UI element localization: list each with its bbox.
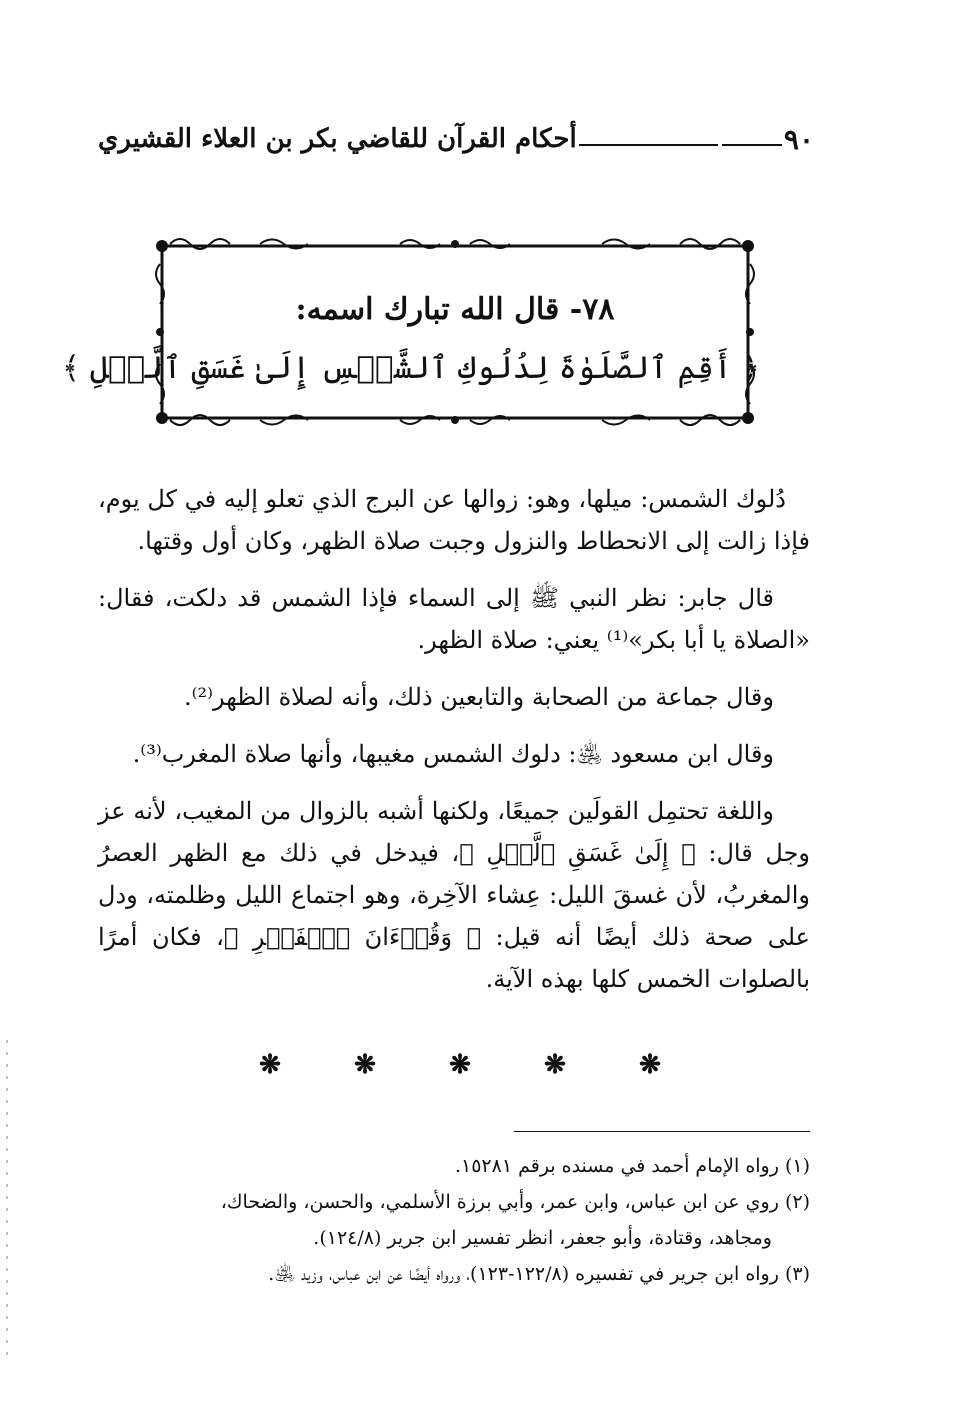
page-number: ٩٠ (783, 122, 814, 156)
asterism-icon: ❋ (639, 1050, 661, 1080)
scan-margin-marks (6, 1040, 8, 1360)
footnote: (١) رواه الإمام أحمد في مسنده برقم ١٥٢٨١. (454, 1155, 810, 1177)
paragraph: وقال جماعة من الصحابة والتابعين ذلك، وأنه لصلاة الظهر⁽²⁾. (183, 683, 774, 711)
section-heading: ٧٨- قال الله تبارك اسمه: (295, 292, 615, 327)
paragraph: دُلوك الشمس: ميلها، وهو: زوالها عن البرج الذي تعلو إليه في كل يوم، فإذا زالت إلى الانحطاط والنزول وجبت صلاة الظهر، وكان أول وقتها. (98, 485, 810, 555)
header-rule-long (579, 144, 718, 146)
book-title: أحكام القرآن للقاضي بكر بن العلاء القشيري (98, 124, 577, 154)
frame-border-icon (61, 234, 760, 430)
paragraph: وقال ابن مسعود ﵁: دلوك الشمس مغيبها، وأنها صلاة المغرب⁽³⁾. (132, 740, 774, 768)
asterism-icon: ❋ (449, 1050, 471, 1080)
footnotes (98, 1148, 810, 1292)
section-divider (250, 1050, 670, 1080)
footnote: (٣) رواه ابن جرير في تفسيره (١٢٢/٨-١٢٣)، ورواه أيضًا عن ابن عباس، وزيد ﵁. (268, 1263, 810, 1285)
running-header (98, 114, 814, 164)
body-text (98, 478, 810, 1015)
header-rule-short (722, 144, 782, 146)
footnote-continuation: ومجاهد، وقتادة، وأبو جعفر، انظر تفسير ابن جرير (١٢٤/٨). (313, 1227, 772, 1249)
asterism-icon: ❋ (544, 1050, 566, 1080)
footnote-separator (514, 1131, 810, 1132)
footnote: (٢) روي عن ابن عباس، وابن عمر، وأبي برزة الأسلمي، والحسن، والضحاك، (220, 1191, 810, 1213)
asterism-icon: ❋ (354, 1050, 376, 1080)
ornamental-frame (61, 234, 760, 430)
paragraph: واللغة تحتمِل القولَين جميعًا، ولكنها أشبه بالزوال من المغيب، لأنه عز وجل قال: ﴿ إِلَىٰ غَسَقِ ٱلَّيۡلِ ﴾، فيدخل في ذلك مع الظهر العصرُ والمغربُ، لأن غسقَ الليل: عِشاء الآخِرة، وهو اجتماع الليل وظلمته، ودل على صحة ذلك أيضًا أنه قيل: ﴿ وَقُرۡءَانَ ٱلۡفَجۡرِ ﴾، فكان أمرًا بالصلوات الخمس كلها بهذه الآية. (98, 797, 810, 993)
quran-verse: ﴿ أَقِمِ ٱلصَّلَوٰةَ لِدُلُوكِ ٱلشَّمۡسِ إِلَىٰ غَسَقِ ٱلَّيۡلِ ﴾ (61, 350, 760, 386)
asterism-icon: ❋ (259, 1050, 281, 1080)
paragraph: قال جابر: نظر النبي ﷺ إلى السماء فإذا الشمس قد دلكت، فقال: «الصلاة يا أبا بكر»⁽¹⁾ يعني: صلاة الظهر. (98, 584, 810, 654)
